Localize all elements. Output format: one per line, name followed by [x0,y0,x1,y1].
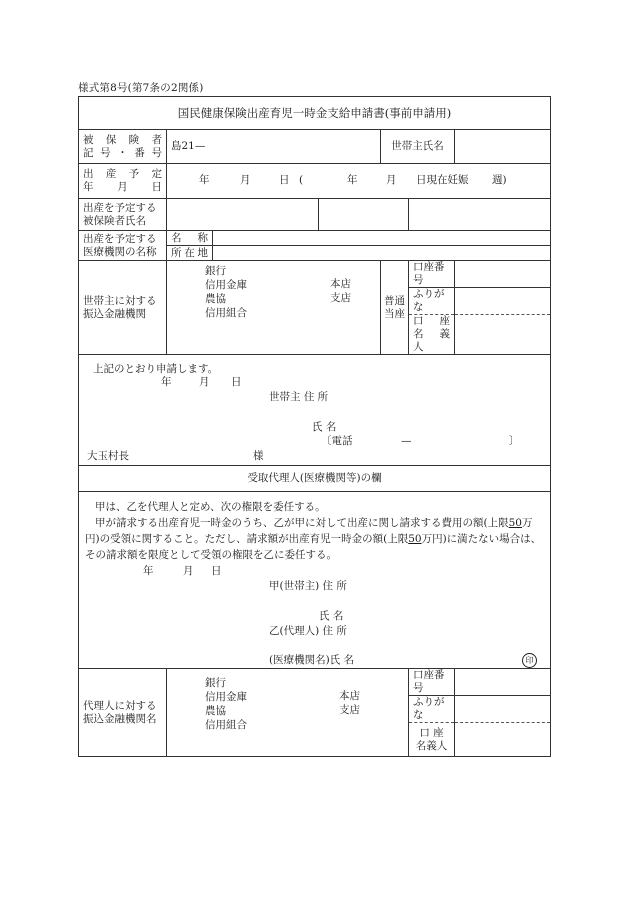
application-block [79,355,551,466]
account-number-label: 口座番号 [409,261,455,288]
due-date-label-line1: 出 産 予 定 [83,168,162,180]
form-table [78,96,551,757]
bank-type-bank: 銀行 [205,265,226,277]
agent-holder-label-line1: 口 座 [419,726,444,739]
insured-name-label [79,199,167,231]
bank-type-shinkin: 信用金庫 [205,279,247,291]
phone-open: 〔電話 [321,435,353,447]
agent-account-holder-field[interactable] [455,723,551,757]
application-form [78,96,550,757]
account-holder-label [409,315,455,355]
bank-branch: 支店 [330,292,351,304]
account-type-current: 当座 [384,307,405,320]
institution-label-line2: 医療機関の名称 [83,245,157,258]
addressee: 大玉村長 [87,450,129,462]
due-date-field[interactable] [167,164,551,199]
account-number-field[interactable] [455,261,551,288]
insured-number-field[interactable]: 島21— [167,130,381,164]
due-year: 年 [199,174,210,186]
account-type-ordinary: 普通 [384,294,405,307]
form-title: 国民健康保険出産育児一時金支給申請書(事前申請用) [79,97,551,130]
agent-bank-type-shinkumi: 信用組合 [205,719,247,731]
institution-address-label: 所在地 [167,246,213,261]
phone-close: 〕 [509,435,520,447]
agent-bank-label-line1: 代理人に対する [83,699,157,712]
agent-limit-1: 50 [508,517,522,529]
bank-label [79,261,167,355]
furigana-field[interactable] [455,288,551,315]
bank-type-nokyo: 農協 [205,293,226,305]
agent-bank-label-line2: 振込金融機関名 [83,712,157,725]
agent-section-title: 受取代理人(医療機関等)の欄 [79,466,551,492]
applicant-name-label: 氏 名 [312,421,337,433]
furigana-label: ふりがな [409,288,455,315]
agent-block [79,492,551,669]
bank-name-field[interactable] [167,261,381,355]
agent-para-2c: 万円)に満たない場合は、その請求額を限度として受領の権限を乙に委任する。 [85,533,542,561]
agent-month: 月 [183,565,194,577]
principal-name-label: 氏 名 [319,610,344,622]
agent-bank-type-shinkin: 信用金庫 [205,691,247,703]
agent-para-2a: 甲が請求する出産育児一時金のうち、乙が甲に対して出産に関し請求する費用の額(上限 [95,517,509,529]
agent-day: 日 [211,565,222,577]
agent-furigana-field[interactable] [455,696,551,723]
agent-account-number-field[interactable] [455,669,551,696]
application-month: 月 [199,376,210,388]
due-paren: ( [299,174,304,186]
due-month: 月 [240,174,251,186]
insured-label-line2: 記 号 ・ 番 号 [83,146,162,159]
agent-holder-label-line2: 名義人 [415,739,448,752]
insured-name-field-2[interactable] [319,199,409,231]
institution-name-field[interactable] [213,231,551,246]
insured-name-label-line1: 出産を予定する [83,201,157,214]
agent-bank-types [205,676,247,732]
principal-address-label: 甲(世帯主) 住 所 [269,580,347,592]
agent-bank-type-bank: 銀行 [205,677,226,689]
bank-label-line2: 振込金融機関 [83,307,146,320]
proxy-name-label: (医療機関名)氏 名 [269,654,355,666]
application-year: 年 [161,376,172,388]
account-holder-field[interactable] [455,315,551,355]
agent-year: 年 [143,565,154,577]
insured-number-label [79,130,167,164]
bank-types [205,264,247,320]
head-name-label: 世帯主氏名 [381,130,455,164]
form-number: 様式第8号(第7条の2関係) [78,82,204,94]
institution-address-field[interactable] [213,246,551,261]
bank-type-shinkumi: 信用組合 [205,307,247,319]
institution-label-line1: 出産を予定する [83,232,157,245]
insured-name-field-3[interactable] [409,199,551,231]
holder-label-line1: 口 座 [413,315,450,327]
insured-name-label-line2: 被保険者氏名 [83,214,146,227]
head-name-field[interactable] [455,130,551,164]
bank-label-line1: 世帯主に対する [83,294,157,307]
agent-account-holder-label [409,723,455,757]
insured-label-line1: 被 保 険 者 [83,133,162,146]
due-date-label-line2: 年 月 日 [83,181,162,193]
head-address-label: 世帯主 住 所 [269,391,329,403]
agent-furigana-label: ふりがな [409,696,455,723]
account-type[interactable] [381,261,409,355]
institution-label [79,231,167,261]
agent-limit-2: 50 [408,533,422,545]
agent-bank-branch: 支店 [339,704,360,716]
agent-bank-name-field[interactable] [167,669,409,757]
phone-dash: — [401,435,412,447]
holder-label-line2: 名 義 人 [413,328,450,353]
current-pregnant: 日現在妊娠 [416,174,469,186]
current-year: 年 [347,174,358,186]
institution-name-label: 名 称 [167,231,213,246]
current-month: 月 [386,174,397,186]
proxy-address-label: 乙(代理人) 住 所 [269,625,347,637]
insured-name-field-1[interactable] [167,199,319,231]
due-day: 日 [279,174,290,186]
agent-para-2b: 万円)の受領に関すること。ただし、請求額が出産育児一時金の額(上限 [85,517,533,545]
bank-main-branch: 本店 [330,278,351,290]
agent-bank-main-branch: 本店 [339,690,360,702]
agent-account-number-label: 口座番号 [409,669,455,696]
seal-icon: 印 [522,653,537,668]
agent-para-1: 甲は、乙を代理人と定め、次の権限を委任する。 [95,501,326,513]
agent-bank-label [79,669,167,757]
application-day: 日 [231,376,242,388]
application-statement: 上記のとおり申請します。 [93,363,219,375]
agent-bank-type-nokyo: 農協 [205,705,226,717]
agent-para-2 [85,515,547,563]
due-date-label [79,164,167,199]
addressee-honorific: 様 [253,450,264,462]
pregnancy-weeks: 週) [492,174,507,186]
